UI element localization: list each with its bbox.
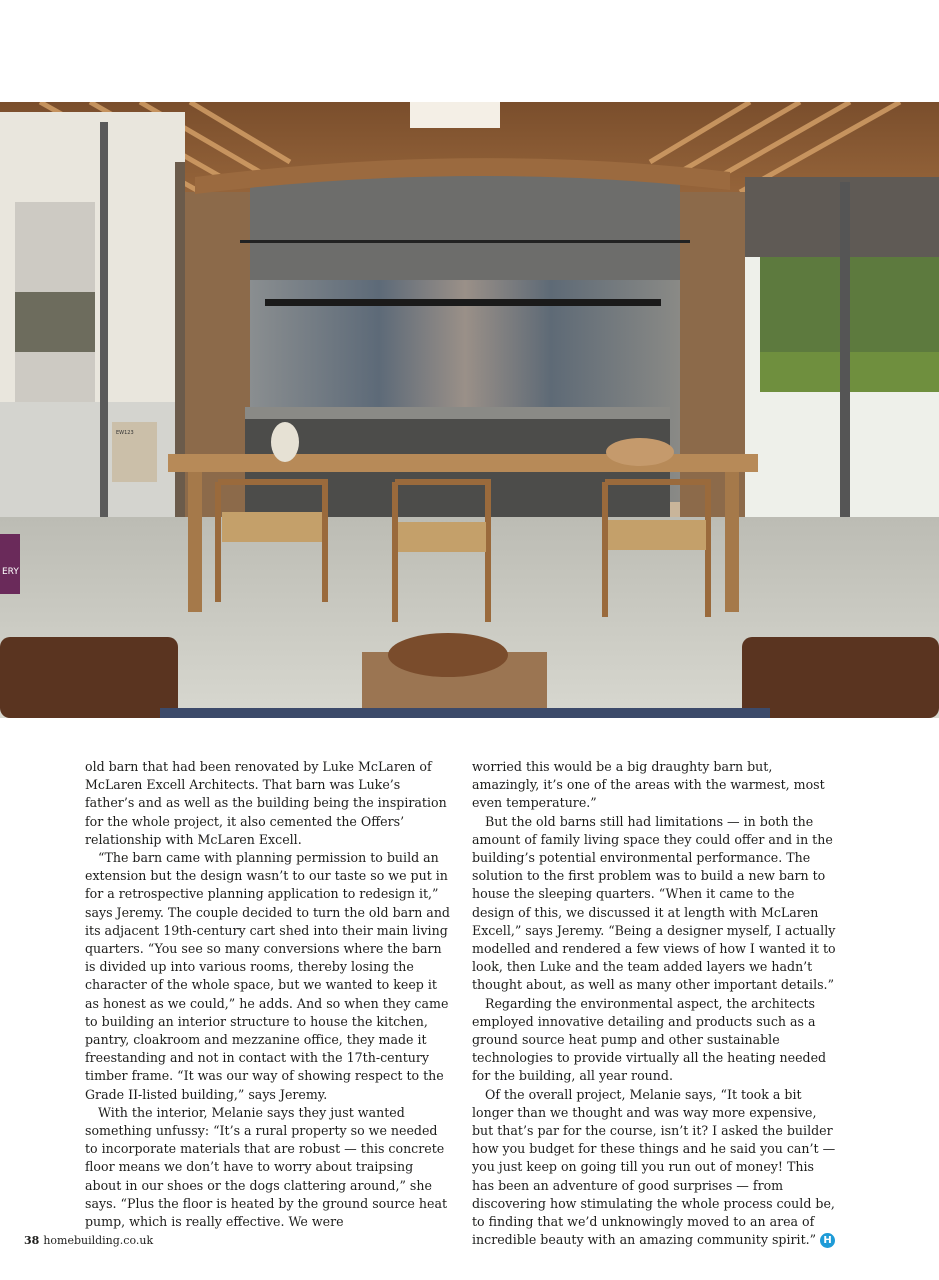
bag-text: ERY [2,567,19,577]
barn-interior-photo [0,102,939,718]
website-link[interactable]: homebuilding.co.uk [43,1234,154,1247]
page-footer [24,1234,153,1248]
paragraph: old barn that had been renovated by Luke McLaren of McLaren Excell Architects. That barn was Luke’s father’s and as well as the building being the inspiration for the whole project, it also cemented the Offers’ relationship with McLaren Excell. [85,759,447,847]
paragraph: Regarding the environmental aspect, the architects employed innovative detailing and products such as a ground source heat pump and other sustainable technologies to provide virtually all the heating needed for the building, all year round. [472,995,827,1084]
paragraph-text: Of the overall project, Melanie says, “It took a bit longer than we thought and was way more expensive, but that’s par for the course, isn’t it? I asked the builder how you budget for these things and he said you can’t — you just keep on going till you run out of money! This has been an adventure of good surprises — from discovering how stimulating the whole process could be, to finding that we’d unknowingly moved to an area of incredible beauty with an amazing community spirit.” [472,1086,836,1248]
end-mark-icon: H [820,1233,835,1248]
box-text: EW123 [116,430,134,436]
article-left-column [85,758,451,1231]
article-right-column [472,758,838,1249]
paragraph-final [472,1086,838,1250]
paragraph: worried this would be a big draughty barn but, amazingly, it’s one of the areas with the warmest, most even temperature.” [472,759,825,811]
paragraph: “The barn came with planning permission to build an extension but the design wasn’t to our taste so we put in for a retrospective planning application to redesign it,” says Jeremy. The couple decided to turn the old barn and its adjacent 19th-century cart shed into their main living quarters. “You see so many conversions where the barn is divided up into various rooms, thereby losing the character of the whole space, but we wanted to keep it as honest as we could,” he adds. And so when they came to building an interior structure to house the kitchen, pantry, cloakroom and mezzanine office, they made it freestanding and not in contact with the 17th-century timber frame. “It was our way of showing respect to the Grade II-listed building,” says Jeremy. [85,850,450,1102]
paragraph: With the interior, Melanie says they just wanted something unfussy: “It’s a rural property so we needed to incorporate materials that are robust — this concrete floor means we don’t have to worry about traipsing about in our shoes or the dogs clattering around,” she says. “Plus the floor is heated by the ground source heat pump, which is really effective. We were [85,1104,448,1230]
paragraph: But the old barns still had limitations — in both the amount of family living space they could offer and in the building’s potential environmental performance. The solution to the first problem was to build a new barn to house the sleeping quarters. “When it came to the design of this, we discussed it at length with McLaren Excell,” says Jeremy. “Being a designer myself, I actually modelled and rendered a few views of how I wanted it to look, then Luke and the team added layers we hadn’t thought about, as well as many other important details.” [472,813,836,993]
page-number: 38 [24,1234,40,1247]
